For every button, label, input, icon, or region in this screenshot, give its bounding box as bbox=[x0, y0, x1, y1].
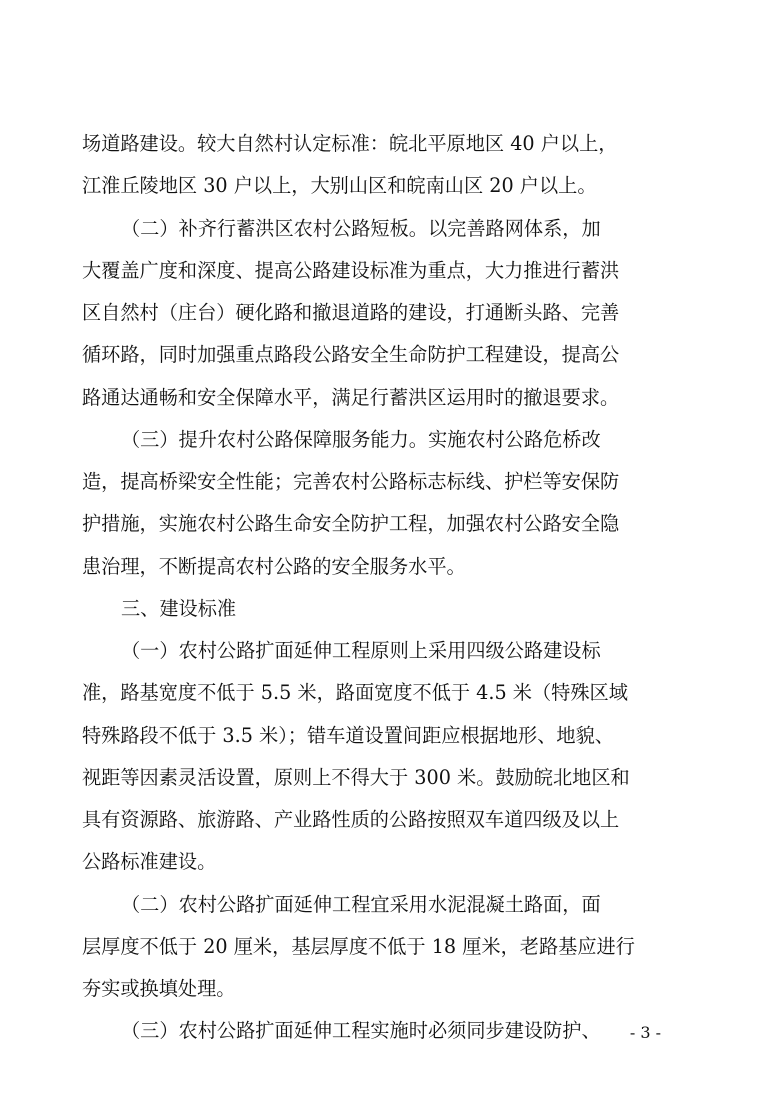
text-line: 层厚度不低于 20 厘米，基层厚度不低于 18 厘米，老路基应进行 bbox=[82, 935, 635, 958]
paragraph-first-line: （三）提升农村公路保障服务能力。实施农村公路危桥改 bbox=[121, 428, 601, 451]
paragraph-first-line: （二）农村公路扩面延伸工程宜采用水泥混凝土路面，面 bbox=[121, 893, 601, 916]
paragraph-first-line: （三）农村公路扩面延伸工程实施时必须同步建设防护、 bbox=[121, 1019, 601, 1042]
text-line: 江淮丘陵地区 30 户以上，大别山区和皖南山区 20 户以上。 bbox=[82, 174, 597, 197]
page-number: - 3 - bbox=[629, 1023, 661, 1042]
text-line: 大覆盖广度和深度、提高公路建设标准为重点，大力推进行蓄洪 bbox=[82, 259, 620, 282]
text-line: 循环路，同时加强重点路段公路安全生命防护工程建设，提高公 bbox=[82, 343, 620, 366]
text-line: 场道路建设。较大自然村认定标准：皖北平原地区 40 户以上， bbox=[82, 132, 618, 155]
text-line: 区自然村（庄台）硬化路和撤退道路的建设，打通断头路、完善 bbox=[82, 301, 620, 324]
paragraph-first-line: （二）补齐行蓄洪区农村公路短板。以完善路网体系，加 bbox=[121, 217, 601, 240]
text-line: 公路标准建设。 bbox=[82, 850, 217, 873]
paragraph-first-line: （一）农村公路扩面延伸工程原则上采用四级公路建设标 bbox=[121, 639, 601, 662]
text-line: 造，提高桥梁安全性能；完善农村公路标志标线、护栏等安保防 bbox=[82, 470, 620, 493]
text-line: 具有资源路、旅游路、产业路性质的公路按照双车道四级及以上 bbox=[82, 808, 620, 831]
text-line: 特殊路段不低于 3.5 米）；错车道设置间距应根据地形、地貌、 bbox=[82, 724, 614, 747]
text-line: 护措施，实施农村公路生命安全防护工程，加强农村公路安全隐 bbox=[82, 512, 620, 535]
text-line: 夯实或换填处理。 bbox=[82, 977, 236, 1000]
text-line: 视距等因素灵活设置，原则上不得大于 300 米。鼓励皖北地区和 bbox=[82, 766, 630, 789]
text-line: 准，路基宽度不低于 5.5 米，路面宽度不低于 4.5 米（特殊区域 bbox=[82, 681, 628, 704]
section-heading: 三、建设标准 bbox=[121, 597, 237, 620]
text-line: 路通达通畅和安全保障水平，满足行蓄洪区运用时的撤退要求。 bbox=[82, 386, 620, 409]
text-line: 患治理，不断提高农村公路的安全服务水平。 bbox=[82, 555, 466, 578]
